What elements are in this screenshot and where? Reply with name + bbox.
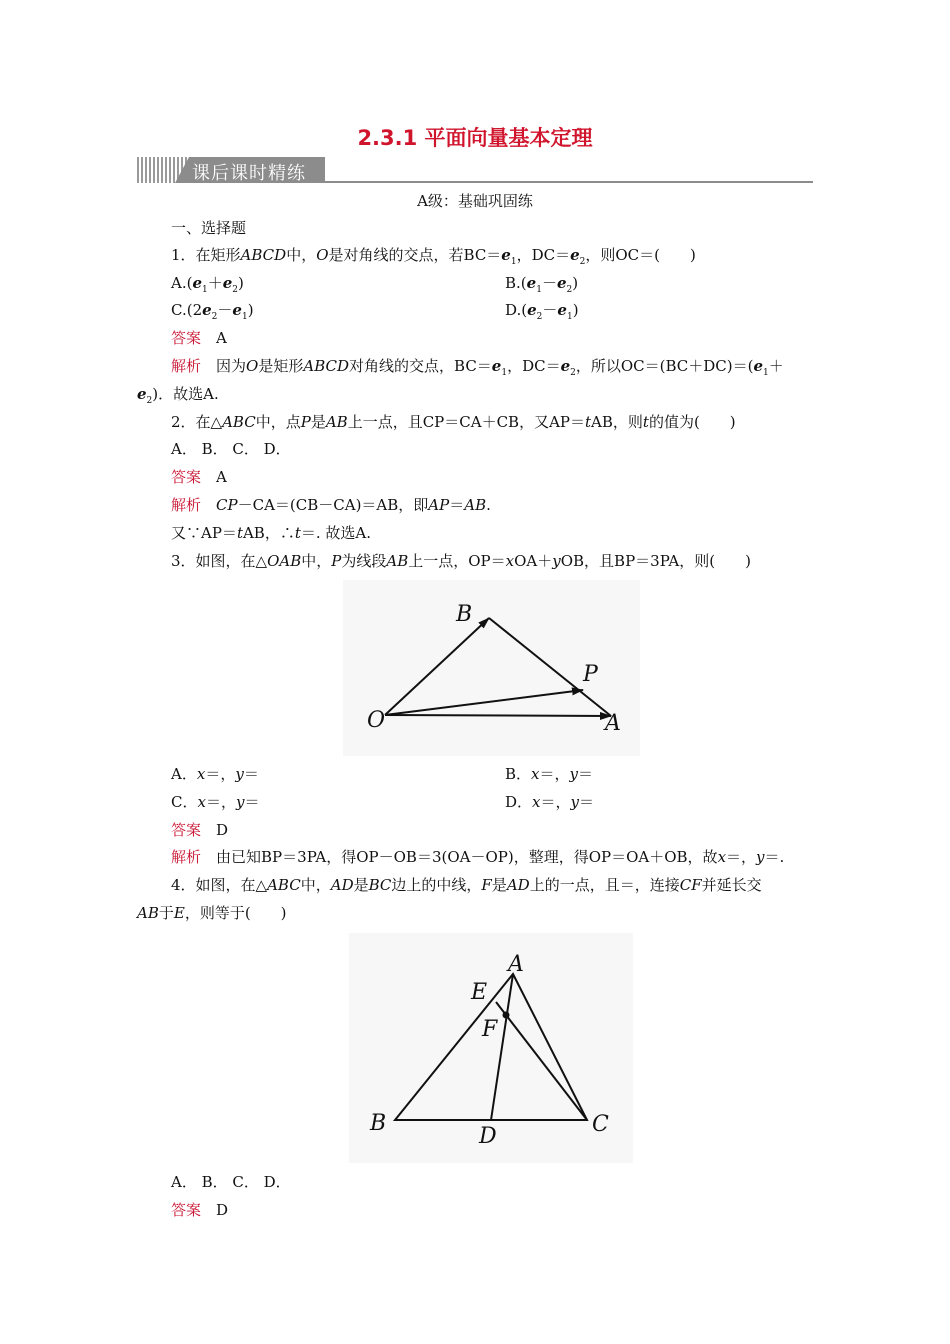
q2-options: A． B． C． D． xyxy=(171,440,291,458)
subscript: 2 xyxy=(566,285,573,295)
label-f: F xyxy=(482,1017,498,1042)
text: AB xyxy=(137,904,159,922)
level-heading: A级：基础巩固练 xyxy=(417,192,533,210)
vector-e: e xyxy=(222,274,233,292)
text: 由已知BP＝3PA，得OP－OB＝3(OA－OP)，整理，得OP＝OA＋OB，故 xyxy=(216,848,718,866)
subscript: 2 xyxy=(211,312,218,322)
q1-option-c xyxy=(171,300,254,327)
point-f xyxy=(503,1012,510,1019)
text: B.( xyxy=(505,274,527,292)
q2-stem xyxy=(171,412,736,432)
subscript: 1 xyxy=(536,285,542,295)
subscript: 2 xyxy=(146,396,153,406)
text: x xyxy=(196,765,206,783)
text: 是 xyxy=(491,876,507,894)
text: t xyxy=(585,413,592,431)
text: ＝ xyxy=(449,496,465,514)
banner-label: 课后课时精练 xyxy=(192,163,306,184)
text: 是 xyxy=(353,876,369,894)
q2-answer xyxy=(171,467,227,487)
text: AP xyxy=(428,496,450,514)
subscript: 2 xyxy=(570,368,576,378)
answer-label: 答案 xyxy=(171,1201,202,1219)
text: 于 xyxy=(158,904,174,922)
text: 上一点，OP＝ xyxy=(408,552,506,570)
text: ＝. 故选A. xyxy=(300,524,371,542)
text: － xyxy=(541,274,557,292)
text: ) xyxy=(572,274,579,292)
text: 中， xyxy=(286,246,317,264)
text: ＝， xyxy=(539,765,570,783)
subscript: 1 xyxy=(241,312,248,322)
text: t xyxy=(642,413,649,431)
answer-value: D xyxy=(216,821,229,839)
q1-stem xyxy=(171,245,696,272)
q3-option-a xyxy=(171,764,259,784)
vector-e: e xyxy=(560,357,571,375)
vector-e: e xyxy=(202,301,212,319)
text: ＝ xyxy=(578,765,594,783)
label-c: C xyxy=(592,1112,609,1137)
q3-stem xyxy=(171,551,751,571)
text: . xyxy=(486,496,491,514)
text: OA＋ xyxy=(514,552,553,570)
banner-rule xyxy=(325,181,813,183)
triangle-abc-svg xyxy=(349,933,633,1163)
text: D.( xyxy=(505,301,528,319)
text: y xyxy=(570,793,579,811)
text: OB，且BP＝3PA，则( ) xyxy=(560,552,751,570)
text: t xyxy=(294,524,301,542)
text: x xyxy=(197,793,206,811)
q2-explanation-cont xyxy=(171,523,371,543)
text: － xyxy=(217,301,233,319)
text: ABC xyxy=(222,413,256,431)
subscript: 1 xyxy=(202,285,208,295)
vector-e: e xyxy=(527,301,537,319)
subscript: 1 xyxy=(510,257,517,267)
q4-stem-cont xyxy=(137,903,287,923)
text: ABCD xyxy=(303,357,350,375)
vector-oa xyxy=(385,715,611,716)
text: ，所以OC＝(BC＋DC)＝( xyxy=(575,357,754,375)
vector-e: e xyxy=(556,274,567,292)
answer-value: D xyxy=(216,1201,229,1219)
q1-option-b xyxy=(505,273,578,300)
label-p: P xyxy=(583,662,598,687)
text: ＋ xyxy=(768,357,784,375)
vector-e: e xyxy=(570,246,580,264)
text: AB xyxy=(325,413,348,431)
label-a: A xyxy=(508,952,524,977)
text: 2．在△ xyxy=(171,413,223,431)
text: 为线段 xyxy=(341,552,387,570)
text: 1．在矩形 xyxy=(171,246,241,264)
q1-explanation xyxy=(171,356,784,383)
text: ABCD xyxy=(240,246,287,264)
subscript: 1 xyxy=(566,312,573,322)
text: x xyxy=(531,765,540,783)
text: 边上的中线， xyxy=(391,876,482,894)
text: ，则等于( ) xyxy=(184,904,287,922)
explanation-label: 解析 xyxy=(171,496,202,514)
subscript: 1 xyxy=(501,368,508,378)
text: ＝ xyxy=(244,793,260,811)
answer-value: A xyxy=(216,329,227,347)
text: x xyxy=(532,793,541,811)
label-d: D xyxy=(479,1124,497,1149)
text: A． xyxy=(171,765,197,783)
text: 并延长交 xyxy=(701,876,762,894)
vector-e: e xyxy=(526,274,537,292)
text: y xyxy=(756,848,765,866)
text: 上一点，且CP＝CA＋CB，又AP＝ xyxy=(347,413,586,431)
vector-e: e xyxy=(501,246,511,264)
q3-option-d xyxy=(505,792,594,812)
q4-stem xyxy=(171,875,762,895)
text: ，DC＝ xyxy=(507,357,561,375)
section-heading: 一、选择题 xyxy=(171,219,247,237)
answer-label: 答案 xyxy=(171,821,202,839)
label-b: B xyxy=(456,602,473,627)
text: A.( xyxy=(171,274,193,292)
text: E xyxy=(173,904,185,922)
subscript: 2 xyxy=(579,257,586,267)
text: 对角线的交点，BC＝ xyxy=(349,357,492,375)
text: C.(2 xyxy=(171,301,203,319)
text: BC xyxy=(368,876,392,894)
q2-explanation xyxy=(171,495,491,515)
text: AB，则 xyxy=(591,413,643,431)
answer-value: A xyxy=(216,468,227,486)
text: t xyxy=(236,524,243,542)
vector-e: e xyxy=(557,301,567,319)
text: O xyxy=(316,246,329,264)
text: ＝， xyxy=(726,848,757,866)
label-e: E xyxy=(471,980,488,1005)
text: ，DC＝ xyxy=(516,246,571,264)
text: 的值为( ) xyxy=(648,413,736,431)
q3-option-b xyxy=(505,764,593,784)
text: ＝， xyxy=(205,765,236,783)
subscript: 1 xyxy=(763,368,769,378)
text: ，则OC＝( ) xyxy=(585,246,696,264)
text: OAB xyxy=(267,552,302,570)
text: ＝， xyxy=(205,793,236,811)
triangle-oab-figure xyxy=(343,580,640,756)
text: CF xyxy=(679,876,702,894)
text: 是对角线的交点，若BC＝ xyxy=(328,246,502,264)
text: D． xyxy=(505,793,533,811)
text: CP xyxy=(216,496,238,514)
text: 上的一点，且＝，连接 xyxy=(529,876,680,894)
triangle-abc xyxy=(395,974,587,1120)
q1-explanation-cont xyxy=(137,384,219,411)
segment-ce xyxy=(496,1002,587,1120)
answer-label: 答案 xyxy=(171,468,202,486)
text: y xyxy=(552,552,561,570)
text: － xyxy=(542,301,558,319)
text: O xyxy=(246,357,259,375)
text: 是 xyxy=(310,413,326,431)
text: y xyxy=(235,765,244,783)
text: 中， xyxy=(300,876,331,894)
explanation-label: 解析 xyxy=(171,357,202,375)
q3-explanation xyxy=(171,847,784,867)
text: x xyxy=(505,552,515,570)
triangle-oab-svg xyxy=(343,580,640,756)
vector-ob xyxy=(385,618,489,715)
text: －CA＝(CB－CA)＝AB，即 xyxy=(237,496,429,514)
text: ) xyxy=(238,274,244,292)
text: ＋ xyxy=(207,274,223,292)
text: 因为 xyxy=(216,357,247,375)
explanation-label: 解析 xyxy=(171,848,202,866)
text: 中， xyxy=(301,552,332,570)
text: ) xyxy=(572,301,579,319)
text: B． xyxy=(505,765,532,783)
label-o: O xyxy=(367,708,386,733)
text: 又∵AP＝ xyxy=(171,524,237,542)
vector-e: e xyxy=(753,357,764,375)
text: x xyxy=(717,848,727,866)
text: P xyxy=(331,552,342,570)
vector-e: e xyxy=(491,357,502,375)
text: ＝ xyxy=(579,793,595,811)
q3-option-c xyxy=(171,792,259,812)
text: ) xyxy=(247,301,254,319)
text: ＝. xyxy=(764,848,785,866)
text: ＝， xyxy=(540,793,571,811)
label-a: A xyxy=(605,711,621,736)
q1-option-a xyxy=(171,273,244,300)
text: ABC xyxy=(267,876,301,894)
text: 是矩形 xyxy=(258,357,304,375)
subscript: 2 xyxy=(232,285,239,295)
q4-answer xyxy=(171,1200,228,1220)
text: C． xyxy=(171,793,198,811)
text: AB xyxy=(464,496,487,514)
answer-label: 答案 xyxy=(171,329,202,347)
q1-option-d xyxy=(505,300,579,327)
q3-answer xyxy=(171,820,228,840)
text: 3．如图，在△ xyxy=(171,552,268,570)
subscript: 2 xyxy=(536,312,543,322)
label-b: B xyxy=(370,1111,387,1136)
text: y xyxy=(569,765,578,783)
text: F xyxy=(481,876,492,894)
text: AB，∴ xyxy=(242,524,295,542)
text: 4．如图，在△ xyxy=(171,876,268,894)
vector-e: e xyxy=(192,274,202,292)
text: y xyxy=(235,793,245,811)
vector-e: e xyxy=(137,385,147,403)
text: P xyxy=(300,413,311,431)
triangle-abc-figure xyxy=(349,933,633,1163)
text: AB xyxy=(386,552,409,570)
section-banner xyxy=(137,157,813,184)
vector-op xyxy=(385,690,583,715)
page-title: 2.3.1 平面向量基本定理 xyxy=(357,126,593,150)
vector-e: e xyxy=(232,301,242,319)
text: AD xyxy=(506,876,530,894)
q1-answer xyxy=(171,328,227,348)
q4-options: A． B． C． D． xyxy=(171,1173,291,1191)
text: 中，点 xyxy=(255,413,301,431)
text: AD xyxy=(330,876,354,894)
text: ＝ xyxy=(243,765,259,783)
text: )．故选A. xyxy=(152,385,219,403)
